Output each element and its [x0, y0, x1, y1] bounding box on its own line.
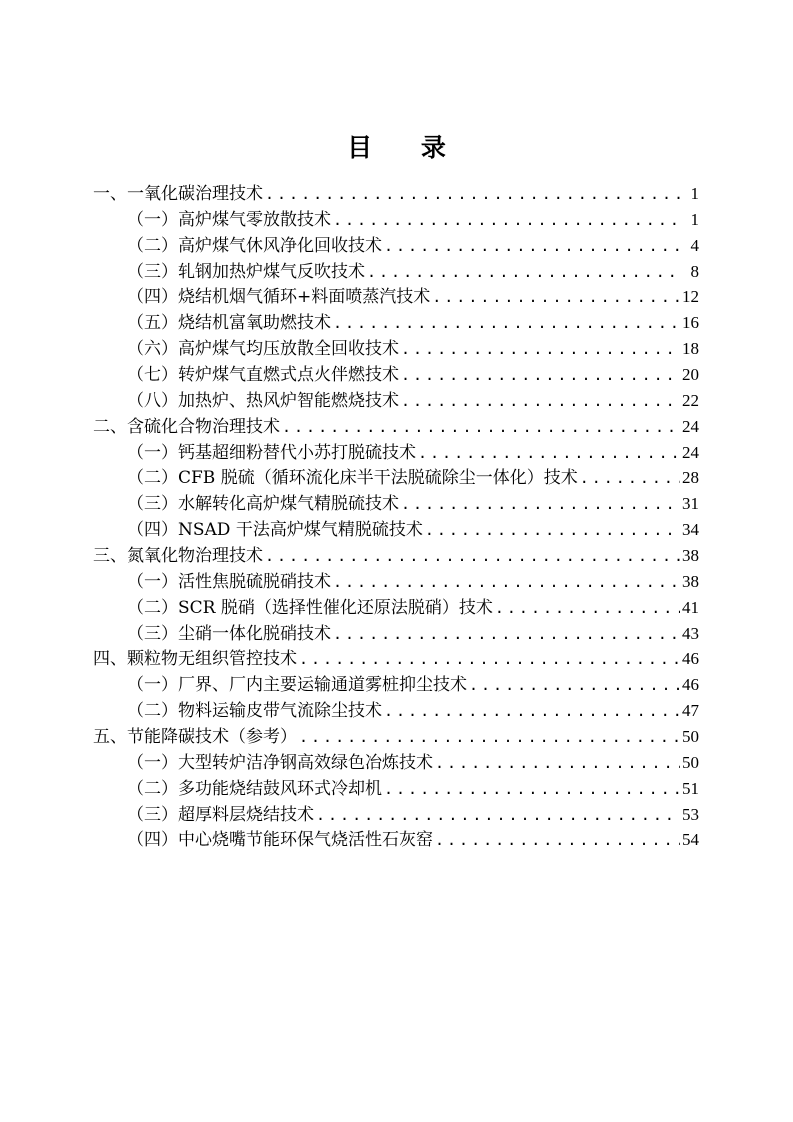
toc-page-number: 20 — [682, 365, 699, 385]
toc-entry-label: （一）厂界、厂内主要运输通道雾桩抑尘技术 — [127, 675, 467, 696]
toc-subsection-entry[interactable] — [93, 491, 699, 517]
toc-entry-label: （一）活性焦脱硫脱硝技术 — [127, 571, 331, 592]
toc-page-number: 16 — [682, 313, 699, 333]
toc-section-entry[interactable] — [93, 646, 699, 672]
toc-entry-label: （四）中心烧嘴节能环保气烧活性石灰窑 — [127, 830, 433, 851]
toc-page-number: 50 — [682, 752, 699, 772]
toc-section-entry[interactable] — [93, 181, 699, 207]
toc-subsection-entry[interactable] — [93, 750, 699, 776]
toc-page-number: 1 — [690, 184, 699, 203]
toc-dot-leader — [435, 751, 680, 777]
toc-dot-leader — [316, 803, 680, 829]
toc-subsection-entry[interactable] — [93, 259, 699, 285]
toc-section-entry[interactable] — [93, 414, 699, 440]
toc-subsection-entry[interactable] — [93, 388, 699, 414]
toc-entry-label: （八）加热炉、热风炉智能燃烧技术 — [127, 390, 399, 411]
toc-dot-leader — [401, 492, 680, 518]
toc-section-entry[interactable] — [93, 724, 699, 750]
toc-page-number: 12 — [682, 287, 699, 307]
toc-entry-label: （一）高炉煤气零放散技术 — [127, 209, 331, 230]
toc-dot-leader — [333, 622, 680, 648]
toc-page-number: 53 — [682, 804, 699, 824]
toc-page-number: 24 — [682, 442, 699, 462]
table-of-contents — [93, 181, 699, 853]
toc-page-number: 38 — [682, 571, 699, 591]
toc-subsection-entry[interactable] — [93, 207, 699, 233]
toc-entry-label: （一）钙基超细粉替代小苏打脱硫技术 — [127, 442, 416, 463]
toc-subsection-entry[interactable] — [93, 284, 699, 310]
toc-dot-leader — [401, 389, 680, 415]
toc-dot-leader — [425, 518, 680, 544]
toc-dot-leader — [384, 777, 680, 803]
toc-entry-label: （二）CFB 脱硫（循环流化床半干法脱硫除尘一体化）技术 — [127, 468, 578, 489]
toc-page-number: 54 — [682, 830, 699, 850]
toc-page-number: 24 — [682, 416, 699, 436]
toc-page-number: 1 — [690, 209, 699, 229]
toc-page-number: 28 — [682, 468, 699, 488]
toc-dot-leader — [333, 570, 680, 596]
toc-page-number: 51 — [682, 778, 699, 798]
toc-page-number: 31 — [682, 494, 699, 514]
toc-dot-leader — [384, 234, 683, 260]
toc-subsection-entry[interactable] — [93, 336, 699, 362]
toc-entry-label: （七）转炉煤气直燃式点火伴燃技术 — [127, 365, 399, 386]
toc-entry-label: 五、节能降碳技术（参考） — [93, 727, 297, 748]
toc-subsection-entry[interactable] — [93, 569, 699, 595]
toc-entry-label: （二）物料运输皮带气流除尘技术 — [127, 701, 382, 722]
toc-subsection-entry[interactable] — [93, 802, 699, 828]
toc-entry-label: （五）烧结机富氧助燃技术 — [127, 313, 331, 334]
toc-entry-label: （三）超厚料层烧结技术 — [127, 804, 314, 825]
toc-dot-leader — [418, 441, 680, 467]
toc-dot-leader — [282, 415, 680, 441]
toc-entry-label: 二、含硫化合物治理技术 — [93, 416, 280, 437]
toc-page-number: 38 — [682, 546, 699, 566]
toc-subsection-entry[interactable] — [93, 672, 699, 698]
toc-dot-leader — [384, 699, 680, 725]
toc-entry-label: （二）高炉煤气休风净化回收技术 — [127, 235, 382, 256]
toc-dot-leader — [265, 182, 683, 208]
toc-page-number: 41 — [682, 597, 699, 617]
toc-dot-leader — [265, 544, 680, 570]
toc-page-number: 47 — [682, 701, 699, 721]
page-title: 目 录 — [347, 133, 466, 162]
toc-entry-label: 一、一氧化碳治理技术 — [93, 184, 263, 204]
toc-subsection-entry[interactable] — [93, 698, 699, 724]
toc-dot-leader — [401, 337, 680, 363]
toc-page-number: 18 — [682, 339, 699, 359]
toc-dot-leader — [580, 466, 680, 492]
toc-page-number: 50 — [682, 727, 699, 747]
toc-dot-leader — [333, 311, 680, 337]
toc-entry-label: （四）烧结机烟气循环+料面喷蒸汽技术 — [127, 287, 431, 308]
toc-page-number: 22 — [682, 390, 699, 410]
toc-dot-leader — [299, 647, 680, 673]
toc-subsection-entry[interactable] — [93, 362, 699, 388]
toc-entry-label: 三、氮氧化物治理技术 — [93, 546, 263, 567]
toc-subsection-entry[interactable] — [93, 517, 699, 543]
toc-page-number: 4 — [690, 235, 699, 255]
toc-subsection-entry[interactable] — [93, 595, 699, 621]
toc-section-entry[interactable] — [93, 543, 699, 569]
toc-dot-leader — [401, 363, 680, 389]
toc-subsection-entry[interactable] — [93, 776, 699, 802]
toc-dot-leader — [333, 208, 683, 234]
toc-subsection-entry[interactable] — [93, 827, 699, 853]
toc-subsection-entry[interactable] — [93, 440, 699, 466]
toc-page-number: 43 — [682, 623, 699, 643]
toc-subsection-entry[interactable] — [93, 621, 699, 647]
toc-entry-label: （三）水解转化高炉煤气精脱硫技术 — [127, 494, 399, 515]
toc-subsection-entry[interactable] — [93, 310, 699, 336]
toc-dot-leader — [299, 725, 680, 751]
toc-page-number: 46 — [682, 649, 699, 669]
toc-page-number: 46 — [682, 675, 699, 695]
toc-entry-label: 四、颗粒物无组织管控技术 — [93, 649, 297, 670]
toc-dot-leader — [495, 596, 680, 622]
toc-entry-label: （三）轧钢加热炉煤气反吹技术 — [127, 261, 365, 282]
toc-subsection-entry[interactable] — [93, 465, 699, 491]
toc-dot-leader — [435, 828, 680, 854]
toc-entry-label: （三）尘硝一体化脱硝技术 — [127, 623, 331, 644]
toc-page-number: 8 — [690, 261, 699, 281]
toc-entry-label: （六）高炉煤气均压放散全回收技术 — [127, 339, 399, 360]
toc-subsection-entry[interactable] — [93, 233, 699, 259]
toc-entry-label: （二）SCR 脱硝（选择性催化还原法脱硝）技术 — [127, 597, 493, 618]
toc-entry-label: （四）NSAD 干法高炉煤气精脱硫技术 — [127, 520, 423, 541]
toc-dot-leader — [432, 285, 680, 311]
toc-entry-label: （一）大型转炉洁净钢高效绿色冶炼技术 — [127, 752, 433, 773]
toc-page-number: 34 — [682, 520, 699, 540]
toc-dot-leader — [367, 260, 683, 286]
toc-entry-label: （二）多功能烧结鼓风环式冷却机 — [127, 778, 382, 799]
toc-dot-leader — [469, 673, 680, 699]
